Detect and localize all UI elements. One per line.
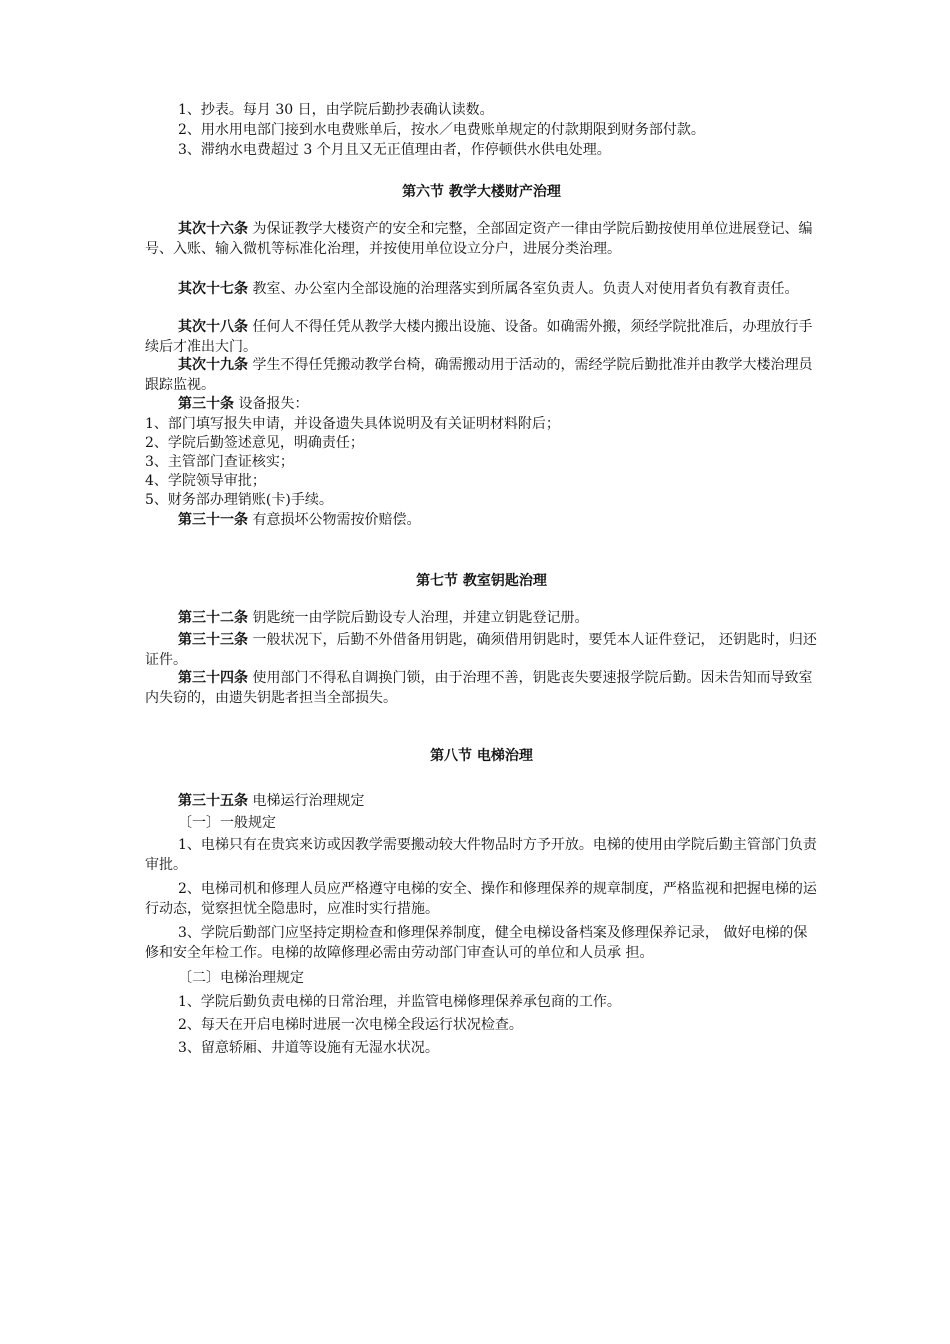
subsection-general-rules: 〔一〕一般规定 bbox=[178, 815, 276, 831]
article-27-label: 其次十七条 bbox=[178, 281, 248, 297]
intro-item-2: 2、用水用电部门接到水电费账单后，按水／电费账单规定的付款期限到财务部付款。 bbox=[178, 122, 705, 138]
subsection-management-rules: 〔二〕电梯治理规定 bbox=[178, 970, 304, 986]
article-30-item-2: 2、学院后勤签述意见，明确责任； bbox=[145, 435, 364, 451]
article-29 bbox=[145, 355, 818, 395]
article-30-item-4: 4、学院领导审批； bbox=[145, 473, 266, 489]
article-28-text: 任何人不得任凭从教学大楼内搬出设施、设备。如确需外搬，须经学院批准后，办理放行手续后才准出大门。 bbox=[145, 319, 813, 355]
article-30-item-3: 3、主管部门查证核实； bbox=[145, 454, 294, 470]
section8-title: 第八节 电梯治理 bbox=[430, 748, 533, 764]
article-31 bbox=[178, 510, 818, 530]
management-rule-2: 2、每天在开启电梯时进展一次电梯全段运行状况检查。 bbox=[178, 1017, 523, 1033]
article-34-label: 第三十四条 bbox=[178, 670, 248, 686]
article-30-item-5: 5、财务部办理销账(卡)手续。 bbox=[145, 492, 333, 508]
article-32 bbox=[145, 608, 818, 628]
article-30-text: 设备报失： bbox=[234, 396, 309, 412]
article-31-label: 第三十一条 bbox=[178, 512, 248, 528]
management-rule-1: 1、学院后勤负责电梯的日常治理，并监管电梯修理保养承包商的工作。 bbox=[178, 994, 621, 1010]
section7-title: 第七节 教室钥匙治理 bbox=[416, 573, 547, 589]
article-29-text: 学生不得任凭搬动教学台椅，确需搬动用于活动的，需经学院后勤批准并由教学大楼治理员跟踪监视。 bbox=[145, 357, 813, 393]
article-32-label: 第三十二条 bbox=[178, 610, 248, 626]
article-31-text: 有意损坏公物需按价赔偿。 bbox=[248, 512, 421, 528]
article-33 bbox=[145, 630, 818, 670]
section6-title: 第六节 教学大楼财产治理 bbox=[402, 184, 561, 200]
elevator-rule-2: 2、电梯司机和修理人员应严格遵守电梯的安全、操作和修理保养的规章制度，严格监视和把握电梯的运行动态，觉察担忧全隐患时，应准时实行措施。 bbox=[145, 881, 817, 917]
article-28-label: 其次十八条 bbox=[178, 319, 248, 335]
article-27 bbox=[145, 279, 818, 299]
article-29-label: 其次十九条 bbox=[178, 357, 248, 373]
elevator-rule-1: 1、电梯只有在贵宾来访或因教学需要搬动较大件物品时方予开放。电梯的使用由学院后勤主管部门负责审批。 bbox=[145, 837, 817, 873]
article-32-text: 钥匙统一由学院后勤设专人治理，并建立钥匙登记册。 bbox=[248, 610, 589, 626]
article-30-item-1: 1、部门填写报失申请，并设备遗失具体说明及有关证明材料附后； bbox=[145, 416, 560, 432]
article-30 bbox=[178, 394, 818, 414]
article-35-label: 第三十五条 bbox=[178, 793, 248, 809]
intro-item-3: 3、滞纳水电费超过 3 个月且又无正值理由者，作停顿供水供电处理。 bbox=[178, 142, 611, 158]
article-35 bbox=[178, 791, 818, 811]
article-26-text: 为保证教学大楼资产的安全和完整，全部固定资产一律由学院后勤按使用单位进展登记、编号、入账、输入微机等标准化治理，并按使用单位设立分户，进展分类治理。 bbox=[145, 221, 813, 257]
article-33-text: 一般状况下，后勤不外借备用钥匙，确须借用钥匙时，要凭本人证件登记， 还钥匙时，归还证件。 bbox=[145, 632, 817, 668]
article-28 bbox=[145, 317, 818, 357]
management-rule-3: 3、留意轿厢、井道等设施有无湿水状况。 bbox=[178, 1040, 439, 1056]
elevator-rule-3: 3、学院后勤部门应坚持定期检查和修理保养制度，健全电梯设备档案及修理保养记录， 做好电梯的保修和安全年检工作。电梯的故障修理必需由劳动部门审查认可的单位和人员承 担。 bbox=[145, 925, 808, 961]
article-27-text: 教室、办公室内全部设施的治理落实到所属各室负责人。负责人对使用者负有教育责任。 bbox=[248, 281, 799, 297]
article-34 bbox=[145, 668, 818, 708]
article-34-text: 使用部门不得私自调换门锁，由于治理不善，钥匙丧失要速报学院后勤。因未告知而导致室内失窃的，由遗失钥匙者担当全部损失。 bbox=[145, 670, 813, 706]
article-35-text: 电梯运行治理规定 bbox=[248, 793, 365, 809]
article-33-label: 第三十三条 bbox=[178, 632, 248, 648]
article-30-label: 第三十条 bbox=[178, 396, 234, 412]
article-26 bbox=[145, 219, 818, 259]
intro-item-1: 1、抄表。每月 30 日，由学院后勤抄表确认读数。 bbox=[178, 102, 494, 118]
article-26-label: 其次十六条 bbox=[178, 221, 248, 237]
